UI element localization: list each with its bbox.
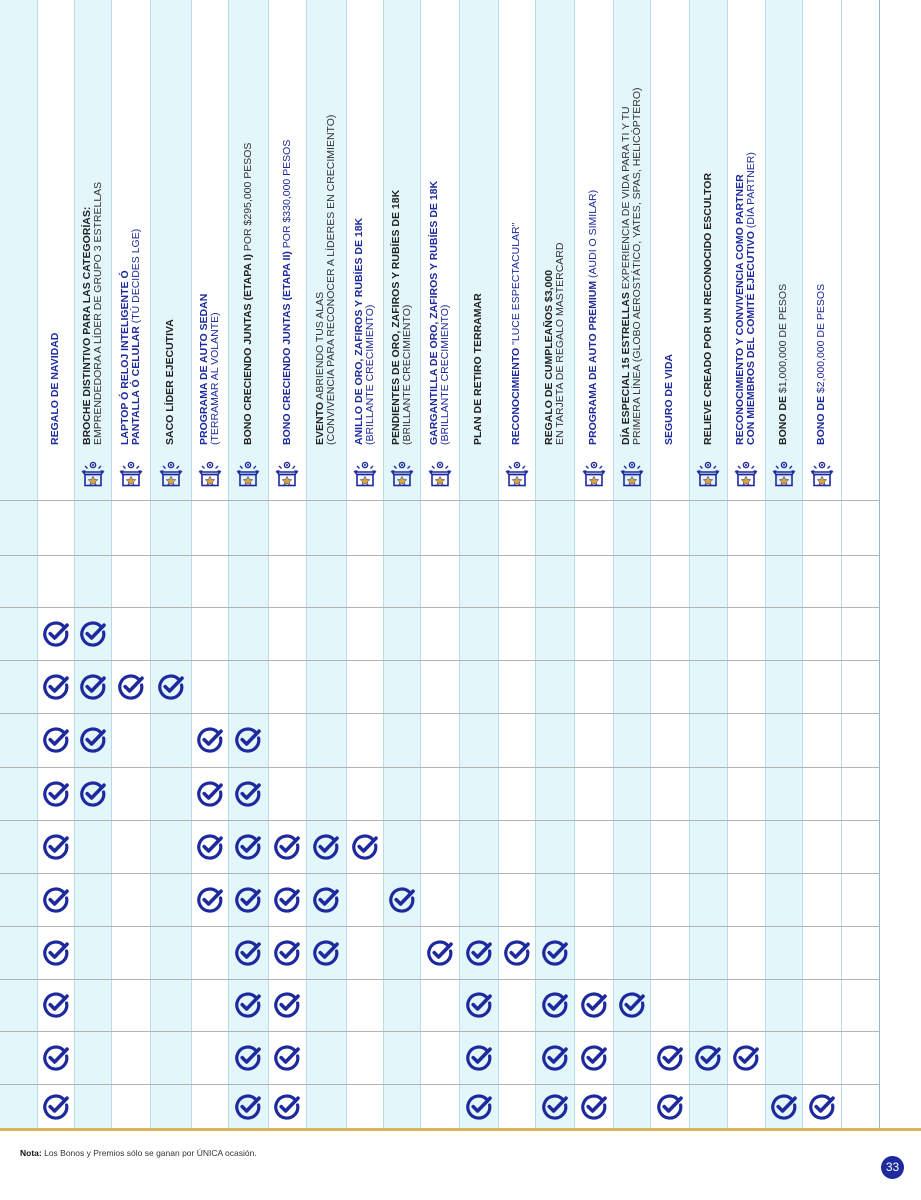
check-icon <box>79 726 107 754</box>
header-title: RELIEVE CREADO POR UN RECONOCIDO ESCULTOR <box>701 172 714 445</box>
header-title: BROCHE DISTINTIVO PARA LAS CATEGORÍAS: <box>80 206 93 445</box>
check-icon <box>42 939 70 967</box>
header-detail: (BRILLANTE CRECIMIENTO) <box>363 304 376 445</box>
header-detail: (TERRAMAR AL VOLANTE) <box>208 312 221 445</box>
header-title: GARGANTILLA DE ORO, ZAFIROS Y RUBÍES DE 18K <box>427 180 440 445</box>
header-subtitle: (AUDI O SIMILAR) <box>587 189 599 281</box>
column-header <box>150 0 191 500</box>
header-title: DÍA ESPECIAL 15 ESTRELLAS <box>619 292 632 445</box>
column-header <box>459 0 498 500</box>
row-divider <box>0 713 880 714</box>
row-divider <box>0 660 880 661</box>
row-divider <box>0 820 880 821</box>
check-icon <box>79 673 107 701</box>
column-header <box>650 0 689 500</box>
check-icon <box>234 833 262 861</box>
gift-box-icon <box>196 460 224 488</box>
header-title: BONO DE <box>777 395 789 445</box>
header-subtitle: POR $330,000 PESOS <box>280 139 293 252</box>
header-note: (DÍA PARTNER) <box>745 152 757 232</box>
column-header <box>498 0 535 500</box>
gift-box-icon <box>503 460 531 488</box>
header-title: ANILLO DE ORO, ZAFIROS Y RUBÍES DE 18K <box>352 217 365 445</box>
check-icon <box>234 939 262 967</box>
gold-rule <box>0 1128 921 1131</box>
column-header <box>420 0 459 500</box>
header-detail: CON MIEMBROS DEL COMITÉ EJECUTIVO <box>745 231 757 445</box>
header-title: RECONOCIMIENTO <box>510 347 522 445</box>
column-header <box>346 0 383 500</box>
check-icon <box>157 673 185 701</box>
check-icon <box>196 726 224 754</box>
column-divider <box>841 0 842 1130</box>
header-subtitle: $2,000,000 DE PESOS <box>815 283 827 396</box>
check-icon <box>694 1044 722 1072</box>
header-detail: EN TARJETA DE REGALO MASTERCARD <box>553 242 566 445</box>
check-icon <box>196 833 224 861</box>
header-detail: EMPRENDEDORA A LÍDER DE GRUPO 3 ESTRELLAS <box>91 181 104 445</box>
row-divider <box>0 1031 880 1032</box>
column-header <box>191 0 228 500</box>
check-icon <box>312 886 340 914</box>
row-divider <box>0 767 880 768</box>
header-title: REGALO DE CUMPLEAÑOS $3,000 <box>542 269 555 445</box>
check-icon <box>234 886 262 914</box>
column-header <box>802 0 841 500</box>
header-title: BONO CRECIENDO JUNTAS (ETAPA II) <box>280 251 293 445</box>
gift-box-icon <box>732 460 760 488</box>
header-detail: (CONVIVENCIA PARA RECONOCER A LÍDERES EN CRECIMIENTO) <box>325 114 337 445</box>
row-divider <box>0 926 880 927</box>
check-icon <box>770 1093 798 1121</box>
table-edge <box>879 0 880 1130</box>
check-icon <box>234 1093 262 1121</box>
column-header <box>306 0 346 500</box>
header-title: SACO LÍDER EJECUTIVA <box>164 319 176 445</box>
check-icon <box>618 991 646 1019</box>
header-title: BONO DE <box>815 395 827 445</box>
check-icon <box>42 833 70 861</box>
check-icon <box>541 939 569 967</box>
gift-box-icon <box>580 460 608 488</box>
check-icon <box>656 1044 684 1072</box>
check-icon <box>541 1044 569 1072</box>
column-header <box>535 0 574 500</box>
header-subtitle: $1,000,000 DE PESOS <box>777 283 789 396</box>
header-title: BONO CRECIENDO JUNTAS (ETAPA I) <box>241 254 254 445</box>
row-divider <box>0 555 880 556</box>
gift-box-icon <box>694 460 722 488</box>
header-detail: (BRILLANTE CRECIMIENTO) <box>400 304 413 445</box>
check-icon <box>42 886 70 914</box>
check-icon <box>196 780 224 808</box>
check-icon <box>312 939 340 967</box>
check-icon <box>234 1044 262 1072</box>
check-icon <box>196 886 224 914</box>
check-icon <box>234 991 262 1019</box>
header-detail: PANTALLA Ó CELULAR <box>129 326 142 445</box>
check-icon <box>351 833 379 861</box>
row-divider <box>0 873 880 874</box>
gift-box-icon <box>273 460 301 488</box>
check-icon <box>117 673 145 701</box>
header-detail: (BRILLANTE CRECIMIENTO) <box>438 304 451 445</box>
header-detail: PRIMERA LÍNEA (GLOBO AEROSTÁTICO, YATES, SPAS, HELICÓPTERO) <box>630 87 643 445</box>
check-icon <box>388 886 416 914</box>
gift-box-icon <box>351 460 379 488</box>
gift-box-icon <box>618 460 646 488</box>
row-divider <box>0 979 880 980</box>
column-header <box>765 0 802 500</box>
gift-box-icon <box>388 460 416 488</box>
check-icon <box>273 991 301 1019</box>
header-subtitle: "LUCE ESPECTACULAR" <box>510 222 522 348</box>
note-label: Nota: <box>20 1148 42 1158</box>
header-title: RECONOCIMIENTO Y CONVIVENCIA COMO PARTNER <box>734 174 746 445</box>
check-icon <box>42 1093 70 1121</box>
column-header <box>689 0 727 500</box>
header-title: PENDIENTES DE ORO, ZAFIROS Y RUBÍES DE 18K <box>389 189 402 445</box>
footnote <box>20 1148 257 1158</box>
header-subtitle: POR $295,000 PESOS <box>241 142 254 255</box>
gift-box-icon <box>157 460 185 488</box>
check-icon <box>273 886 301 914</box>
check-icon <box>273 1044 301 1072</box>
column-header <box>574 0 613 500</box>
column-header <box>268 0 306 500</box>
check-icon <box>42 780 70 808</box>
check-icon <box>79 620 107 648</box>
row-divider <box>0 1084 880 1085</box>
check-icon <box>42 1044 70 1072</box>
column-header <box>111 0 150 500</box>
check-icon <box>656 1093 684 1121</box>
column-header <box>228 0 268 500</box>
column-header <box>37 0 74 500</box>
gift-box-icon <box>79 460 107 488</box>
check-icon <box>234 780 262 808</box>
check-icon <box>273 939 301 967</box>
check-icon <box>273 1093 301 1121</box>
column-header <box>727 0 765 500</box>
check-icon <box>541 1093 569 1121</box>
check-icon <box>732 1044 760 1072</box>
check-icon <box>42 673 70 701</box>
header-title: PROGRAMA DE AUTO SEDAN <box>197 293 210 445</box>
row-divider <box>0 607 880 608</box>
header-title: PROGRAMA DE AUTO PREMIUM <box>587 280 599 445</box>
header-title: REGALO DE NAVIDAD <box>49 332 61 445</box>
check-icon <box>465 1044 493 1072</box>
check-icon <box>580 1044 608 1072</box>
header-note: (TÚ DECIDES LGE) <box>129 228 142 327</box>
check-icon <box>42 991 70 1019</box>
header-title: PLAN DE RETIRO TERRAMAR <box>472 293 484 445</box>
row-divider <box>0 500 880 501</box>
header-subtitle: EXPERIENCIA DE VIDA PARA TI Y TU <box>619 106 632 293</box>
header-title: SEGURO DE VIDA <box>663 353 675 445</box>
check-icon <box>42 726 70 754</box>
column-header <box>613 0 650 500</box>
note-text: Los Bonos y Premios sólo se ganan por ÚNICA ocasión. <box>41 1148 257 1158</box>
check-icon <box>312 833 340 861</box>
check-icon <box>503 939 531 967</box>
gift-box-icon <box>117 460 145 488</box>
header-subtitle: ABRIENDO TUS ALAS <box>314 291 326 403</box>
check-icon <box>580 1093 608 1121</box>
gift-box-icon <box>808 460 836 488</box>
check-icon <box>808 1093 836 1121</box>
column-header <box>74 0 111 500</box>
header-title: LAPTOP Ó RELOJ INTELIGENTE Ó <box>118 270 131 445</box>
check-icon <box>273 833 301 861</box>
column-stripe <box>0 0 37 1130</box>
check-icon <box>234 726 262 754</box>
gift-box-icon <box>770 460 798 488</box>
check-icon <box>580 991 608 1019</box>
check-icon <box>465 1093 493 1121</box>
page-number: 33 <box>881 1156 904 1179</box>
column-header <box>383 0 420 500</box>
check-icon <box>79 780 107 808</box>
check-icon <box>541 991 569 1019</box>
gift-box-icon <box>426 460 454 488</box>
check-icon <box>426 939 454 967</box>
gift-box-icon <box>234 460 262 488</box>
header-title: EVENTO <box>314 402 326 445</box>
check-icon <box>42 620 70 648</box>
check-icon <box>465 991 493 1019</box>
check-icon <box>465 939 493 967</box>
